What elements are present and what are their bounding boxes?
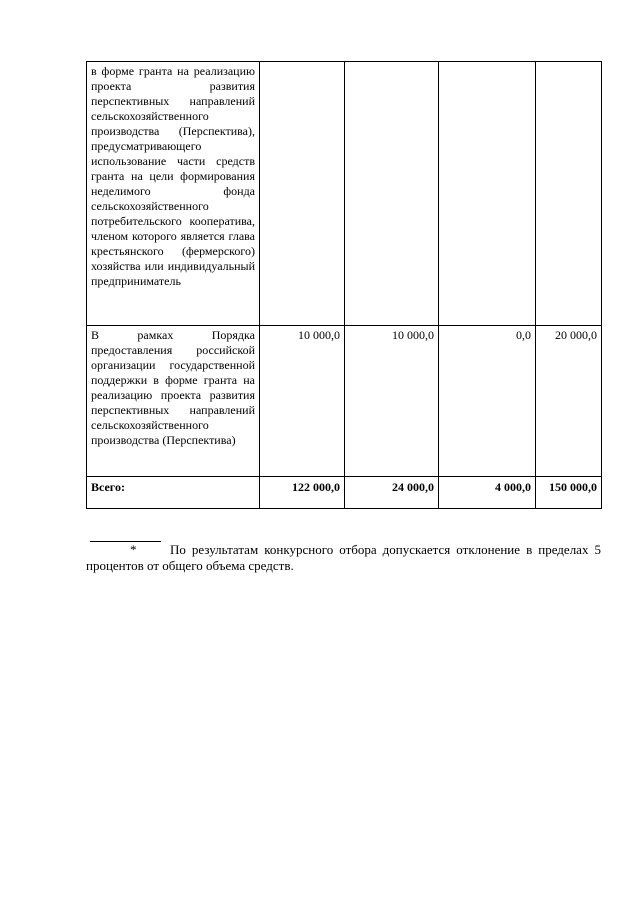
table-row: [87, 326, 602, 477]
footnote-marker: *: [130, 542, 137, 557]
row-value-cell: 0,0: [439, 326, 536, 477]
total-value-cell: 24 000,0: [345, 477, 439, 509]
footnote: [86, 542, 601, 574]
row-value-cell: 20 000,0: [536, 326, 602, 477]
row-value-cell: [536, 62, 602, 326]
total-label: Всего:: [87, 477, 260, 509]
total-value-cell: 150 000,0: [536, 477, 602, 509]
row-description: в форме гранта на реализацию проекта развития перспективных направлений сельскохозяйственного производства (Перспектива), предусматривающего использование части средств гранта на цели формирования неделимого фонда сельскохозяйственного потребительского кооператива, членом которого является глава крестьянского (фермерского) хозяйства или индивидуальный предприниматель: [87, 62, 260, 326]
row-value-cell: [439, 62, 536, 326]
total-row: [87, 477, 602, 509]
row-value-cell: 10 000,0: [345, 326, 439, 477]
row-description: В рамках Порядка предоставления российской организации государственной поддержки в форме гранта на реализацию проекта развития перспективных направлений сельскохозяйственного производства (Перспектива): [87, 326, 260, 477]
total-value-cell: 4 000,0: [439, 477, 536, 509]
row-value-cell: [345, 62, 439, 326]
row-value-cell: [260, 62, 345, 326]
budget-table: [86, 61, 602, 509]
row-value-cell: 10 000,0: [260, 326, 345, 477]
table-row: [87, 62, 602, 326]
footnote-text: По результатам конкурсного отбора допускается отклонение в пределах 5 процентов от общего объема средств.: [86, 542, 601, 573]
total-value-cell: 122 000,0: [260, 477, 345, 509]
